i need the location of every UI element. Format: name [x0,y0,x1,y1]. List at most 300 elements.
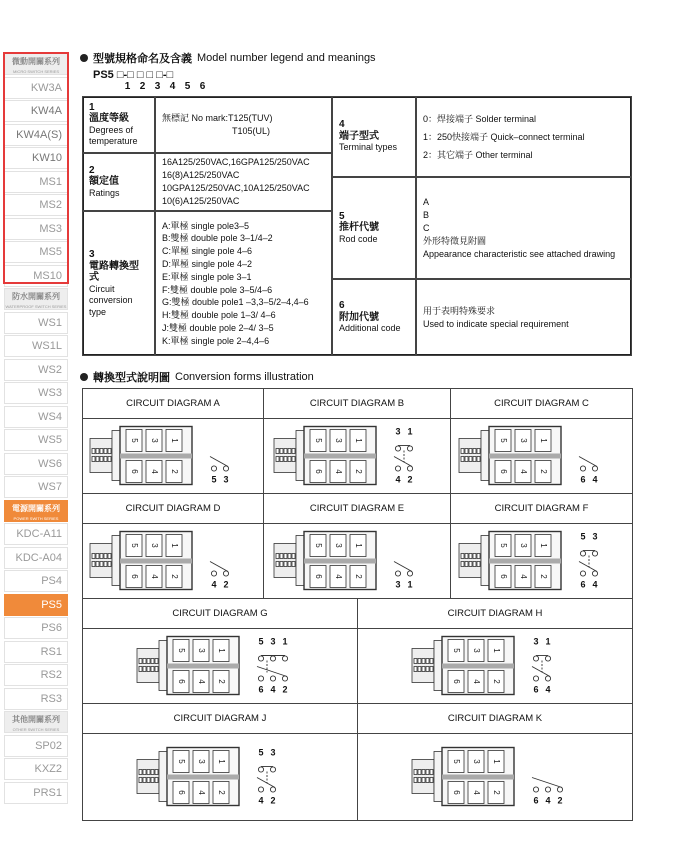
legend-label-zh: 額定值 [89,176,119,188]
connector-pin [414,778,417,783]
terminal-number: 4 [333,574,343,579]
contact-lever [532,778,562,788]
contact-terminal [270,656,275,661]
terminal-number: 1 [353,438,363,443]
divider-bar [442,775,514,780]
sidebar-item-ws5[interactable]: WS5 [4,429,68,451]
terminal-number: 6 [451,679,461,684]
terminal-number: 1 [169,543,179,548]
connector-pin [100,449,103,454]
digit-label: 2 [139,81,146,92]
connector-pin [100,554,103,559]
connector-pin [108,562,111,567]
sidebar-item-kdca11[interactable]: KDC-A11 [4,523,68,545]
housing-flange [296,536,304,586]
legend-number: 1 [89,101,95,113]
contact-lever [210,562,228,572]
terminal-number: 3 [149,438,159,443]
connector-pin [288,449,291,454]
terminal-number: 5 [313,543,323,548]
sidebar-item-ms5[interactable]: MS5 [4,241,68,263]
legend-value-cell [155,153,332,211]
terminal-number: 6 [498,469,508,474]
sidebar-item-ps5[interactable]: PS5 [4,594,68,616]
sidebar-item-ws2[interactable]: WS2 [4,359,68,381]
connector-pin [473,449,476,454]
legend-value-line: A [423,196,430,207]
terminal-number: 2 [353,574,363,579]
connector-pin [139,659,142,664]
connector-pin [139,778,142,783]
connector-pin [104,449,107,454]
contact-terminal [580,571,585,576]
switch-drawing [410,734,580,819]
legend-key-cell [332,177,416,279]
connector-pin [276,562,279,567]
divider-bar [489,454,561,459]
divider-bar [442,664,514,669]
switch-drawing [135,629,305,702]
terminal-number: 5 [451,648,461,653]
terminal-number: 3 [471,648,481,653]
terminal-number: 2 [169,469,179,474]
terminal-number: 3 [196,759,206,764]
connector-pin [418,770,421,775]
contact-number: 6 [258,684,264,695]
divider-bar [304,454,376,459]
model-digits [93,81,210,92]
terminal-number: 2 [216,790,226,795]
connector [459,439,481,473]
contact-symbol [532,637,551,695]
conversion-section-title [80,369,314,385]
contact-number: 3 [395,579,401,590]
terminal-number: 5 [313,438,323,443]
circuit-diagram-k [357,703,633,821]
contact-number: 5 [211,474,217,485]
connector-pin [292,562,295,567]
legend-label-zh: 端子型式 [339,130,379,142]
connector-pin [426,659,429,664]
terminal-number: 2 [538,574,548,579]
legend-value-line: B:雙極 double pole 3–1/4–2 [162,233,273,244]
contact-terminal [592,551,597,556]
category-en: WATERPROOF SWITCH SERIES [5,304,67,309]
sidebar-category-header [4,500,68,522]
sidebar-item-ws1l[interactable]: WS1L [4,335,68,357]
connector-pin [147,778,150,783]
housing-flange [296,431,304,481]
legend-label-en: Circuit conversion type [89,283,133,317]
divider-bar [120,454,192,459]
terminal-number: 5 [451,759,461,764]
legend-value-line: 2：其它端子 Other terminal [423,149,533,160]
terminal-number: 3 [518,438,528,443]
sidebar-item-ws6[interactable]: WS6 [4,453,68,475]
sidebar-item-kw3a[interactable]: KW3A [4,77,68,99]
connector [274,439,296,473]
contact-number: 5 [579,531,586,542]
sidebar-item-rs3[interactable]: RS3 [4,688,68,710]
switch-drawing [410,629,580,702]
terminal-number: 6 [129,574,139,579]
contact-terminal [258,656,263,661]
connector-pin [465,457,468,462]
terminal-number: 4 [518,469,528,474]
connector-pin [469,554,472,559]
switch-drawing [457,419,627,492]
connector-pin [292,554,295,559]
sidebar-item-kxz2[interactable]: KXZ2 [4,758,68,780]
legend-label-zh: 電路轉換型式 [89,260,139,283]
legend-value-line: G:雙極 double pole1 –3,3–5/2–4,4–6 [162,297,309,308]
contact-symbol [394,427,413,485]
sidebar-item-ms1[interactable]: MS1 [4,171,68,193]
terminal-number: 1 [538,543,548,548]
switch-drawing [88,419,258,492]
contact-number: 4 [545,684,551,695]
legend-section-title [80,50,376,66]
connector-pin [418,667,421,672]
switch-body [459,532,561,590]
connector-pin [143,770,146,775]
connector-pin [280,457,283,462]
legend-value-line: F:雙極 double pole 3–5/4–6 [162,284,273,295]
legend-label-zh: 附加代號 [339,311,379,323]
connector-pin [426,778,429,783]
switch-drawing [135,734,305,819]
contact-number: 2 [407,474,413,485]
contact-number: 6 [533,684,539,695]
connector-pin [96,449,99,454]
diagram-title: CIRCUIT DIAGRAM B [264,389,450,419]
contact-terminal [533,676,538,681]
contact-number: 1 [545,636,551,647]
legend-value-line: 16A125/250VAC,16GPA125/250VAC [162,157,310,167]
connector [90,544,112,578]
connector-pin [418,659,421,664]
terminal-number: 2 [491,790,501,795]
switch-body [137,748,239,806]
sidebar-item-kw10[interactable]: KW10 [4,147,68,169]
legend-value-line: 1：250快接端子 Quick–connect terminal [423,131,585,142]
sidebar-item-ps4[interactable]: PS4 [4,570,68,592]
terminal-number: 1 [169,438,179,443]
connector-pin [147,659,150,664]
title-en: Conversion forms illustration [175,371,314,383]
legend-number: 5 [339,210,345,222]
terminal-number: 1 [216,759,226,764]
switch-body [274,427,376,485]
connector-pin [461,449,464,454]
contact-number: 3 [223,474,229,485]
connector-pin [139,667,142,672]
connector-pin [108,449,111,454]
connector-pin [477,562,480,567]
contact-number: 6 [579,474,586,485]
sidebar-item-kdca04[interactable]: KDC-A04 [4,547,68,569]
sidebar-item-ms10[interactable]: MS10 [4,265,68,287]
connector-pin [151,770,154,775]
digit-label: 4 [169,81,176,92]
legend-value-line: 外形特徵見附圖 [423,235,487,246]
sidebar-item-ps6[interactable]: PS6 [4,617,68,639]
connector-pin [292,457,295,462]
terminal-number: 3 [333,438,343,443]
sidebar-item-ws1[interactable]: WS1 [4,312,68,334]
connector-pin [147,770,150,775]
connector-pin [284,457,287,462]
contact-symbol [210,457,229,485]
sidebar-item-ms2[interactable]: MS2 [4,194,68,216]
category-en: MICRO SWITCH SERIES [12,69,59,74]
sidebar-item-ws4[interactable]: WS4 [4,406,68,428]
connector [412,760,434,794]
contact-number: 6 [579,579,586,590]
sidebar-item-rs1[interactable]: RS1 [4,641,68,663]
legend-value-line: 無標記 No mark:T125(TUV) [162,112,273,123]
legend-value-line: Appearance characteristic see attached drawing [423,248,616,259]
terminal-number: 5 [129,438,139,443]
terminal-number: 3 [518,543,528,548]
diagram-title: CIRCUIT DIAGRAM E [264,494,450,524]
sidebar-category-header [4,53,68,75]
digit-label: 3 [154,81,161,92]
housing-flange [434,641,442,691]
terminal-number: 6 [451,790,461,795]
connector-pin [477,449,480,454]
sidebar-item-ws7[interactable]: WS7 [4,476,68,498]
switch-body [274,532,376,590]
sidebar-item-ms3[interactable]: MS3 [4,218,68,240]
contact-lever [394,562,412,572]
terminal-number: 4 [149,469,159,474]
title-en: Model number legend and meanings [197,52,376,64]
sidebar-item-prs1[interactable]: PRS1 [4,782,68,804]
terminal-number: 6 [129,469,139,474]
contact-number: 6 [533,795,539,806]
connector-pin [151,659,154,664]
contact-number: 4 [258,795,264,806]
title-zh: 型號規格命名及含義 [93,53,192,65]
legend-value-line: Used to indicate special requirement [423,318,569,329]
legend-key-cell [82,96,155,153]
connector-pin [143,659,146,664]
contact-terminal [258,787,263,792]
terminal-number: 5 [176,648,186,653]
diagram-title: CIRCUIT DIAGRAM G [83,599,357,629]
terminal-number: 2 [169,574,179,579]
connector-pin [461,562,464,567]
legend-value-line: A:單極 single pole3–5 [162,220,250,231]
contact-terminal [545,656,550,661]
digit-label: 6 [199,81,206,92]
connector-pin [155,770,158,775]
connector-pin [284,449,287,454]
legend-value-line: C [423,222,430,233]
terminal-number: 4 [149,574,159,579]
contact-symbol [579,457,598,485]
legend-value-line: 10GPA125/250VAC,10A125/250VAC [162,183,310,193]
contact-lever [394,457,412,467]
contact-terminal [580,466,585,471]
sidebar-item-kw4a[interactable]: KW4A [4,100,68,122]
legend-number: 6 [339,300,345,312]
divider-bar [489,559,561,564]
terminal-number: 4 [196,790,206,795]
connector-pin [96,554,99,559]
connector [90,439,112,473]
contact-number: 1 [407,426,413,437]
terminal-number: 4 [196,679,206,684]
connector-pin [96,457,99,462]
contact-lever [532,667,550,677]
circuit-diagram-e [263,493,451,599]
contact-lever [257,778,275,788]
connector-pin [469,449,472,454]
contact-number: 3 [395,426,401,437]
connector-pin [414,770,417,775]
contact-terminal [211,466,216,471]
contact-number: 4 [395,474,401,485]
connector-pin [92,457,95,462]
connector-pin [477,554,480,559]
contact-terminal [211,571,216,576]
contact-number: 4 [270,684,276,695]
legend-label-zh: 溫度等級 [89,113,129,124]
legend-key-cell [82,153,155,211]
connector-pin [469,457,472,462]
legend-value-cell [155,211,332,356]
legend-label-en: Ratings [89,187,120,198]
connector-pin [276,449,279,454]
connector-pin [461,554,464,559]
connector-pin [155,667,158,672]
connector [459,544,481,578]
terminal-number: 6 [176,679,186,684]
title-zh: 轉換型式說明圖 [93,372,170,384]
sidebar-item-kw4as[interactable]: KW4A(S) [4,124,68,146]
diagram-title: CIRCUIT DIAGRAM A [83,389,263,419]
switch-body [412,637,514,695]
connector-pin [147,667,150,672]
digit-label: 1 [124,81,131,92]
switch-drawing [272,524,442,597]
connector-pin [284,554,287,559]
circuit-diagram-a [82,388,264,494]
legend-key-cell [332,279,416,356]
contact-lever [257,667,287,677]
legend-value-cell [155,96,332,153]
connector-pin [426,667,429,672]
connector-pin [92,449,95,454]
sidebar-item-sp02[interactable]: SP02 [4,735,68,757]
connector-pin [473,457,476,462]
switch-drawing [457,524,627,597]
legend-value-cell [416,96,632,177]
connector-pin [104,554,107,559]
terminal-number: 5 [498,438,508,443]
connector-pin [288,562,291,567]
terminal-number: 5 [176,759,186,764]
terminal-number: 6 [176,790,186,795]
legend-value-line: 16(8)A125/250VAC [162,170,240,180]
housing-flange [434,752,442,802]
housing-flange [112,431,120,481]
legend-number: 3 [89,249,95,260]
connector-pin [422,667,425,672]
circuit-diagram-g [82,598,358,704]
terminal-number: 4 [471,790,481,795]
connector-pin [422,770,425,775]
connector-pin [96,562,99,567]
sidebar-item-ws3[interactable]: WS3 [4,382,68,404]
terminal-number: 5 [498,543,508,548]
contact-lever [579,457,597,467]
digit-label: 5 [184,81,191,92]
housing-flange [481,536,489,586]
contact-number: 1 [282,636,288,647]
terminal-number: 2 [491,679,501,684]
connector-pin [469,562,472,567]
connector [412,649,434,683]
connector-pin [276,554,279,559]
connector-pin [143,778,146,783]
legend-value-line: B [423,209,430,220]
contact-symbol [257,637,288,695]
terminal-number: 3 [149,543,159,548]
legend-value-line: J:雙極 double pole 2–4/ 3–5 [162,322,274,333]
sidebar [0,53,70,805]
housing-flange [481,431,489,481]
legend-label-en: Terminal types [339,142,398,153]
terminal-number: 2 [353,469,363,474]
legend-label-zh: 推杆代號 [339,222,379,234]
contact-lever [579,562,597,572]
switch-body [412,748,514,806]
category-zh: 電源開關系列 [12,503,60,513]
diagram-title: CIRCUIT DIAGRAM C [451,389,632,419]
legend-value-line: T105(UL) [232,125,271,136]
contact-number: 2 [282,684,288,695]
terminal-number: 4 [518,574,528,579]
terminal-number: 1 [538,438,548,443]
switch-drawing [272,419,442,492]
category-en: POWER SWITH SERIES [13,515,59,521]
connector-pin [473,562,476,567]
terminal-number: 6 [498,574,508,579]
contact-symbol [532,778,563,806]
legend-label-en: Additional code [339,323,401,334]
sidebar-item-rs2[interactable]: RS2 [4,664,68,686]
circuit-diagram-h [357,598,633,704]
connector-pin [288,554,291,559]
contact-terminal [270,676,275,681]
contact-terminal [533,656,538,661]
connector-pin [92,562,95,567]
model-pattern: PS5 □-□ □ □ □-□ [93,69,174,81]
contact-number: 5 [258,747,264,758]
contact-symbol [210,562,229,590]
contact-terminal [407,446,412,451]
circuit-diagram-b [263,388,451,494]
contact-number: 4 [211,579,217,590]
terminal-number: 2 [216,679,226,684]
connector-pin [414,667,417,672]
terminal-number: 1 [353,543,363,548]
connector-pin [288,457,291,462]
legend-value-line: 10(6)A125/250VAC [162,196,240,206]
